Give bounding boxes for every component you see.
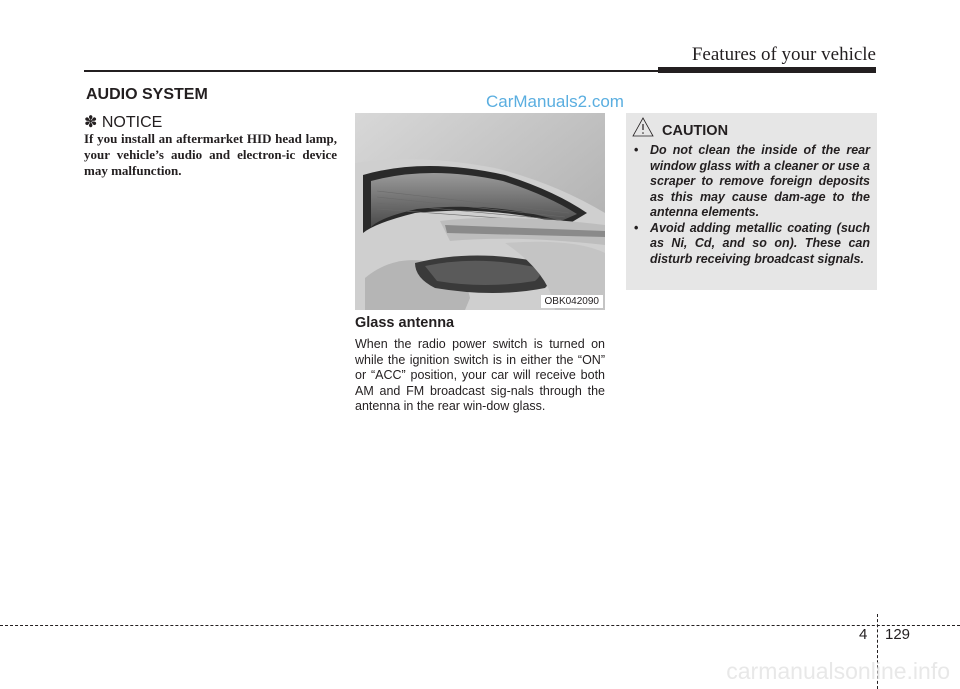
glass-antenna-body: When the radio power switch is turned on while the ignition switch is in either the “ON” or “ACC” position, your car will receive both AM and FM broadcast sig-nals through the antenna in the rear win-dow glass. — [355, 337, 605, 413]
warning-triangle-icon — [632, 117, 654, 137]
notice-body: If you install an aftermarket HID head lamp, your vehicle’s audio and electron-ic device may malfunction. — [84, 131, 337, 178]
glass-antenna-heading: Glass antenna — [355, 315, 455, 331]
watermark: CarManuals2.com — [486, 92, 624, 111]
chapter-number: 4 — [859, 626, 868, 643]
rear-window-photo — [355, 113, 605, 310]
caution-item: • Avoid adding metallic coating (such as Ni, Cd, and so on). These can disturb receiving broadcast signals. — [634, 221, 870, 268]
header-rule — [84, 70, 658, 72]
page-header-title: Features of your vehicle — [691, 44, 876, 65]
notice-heading: ✽ NOTICE — [84, 114, 163, 131]
caution-heading: CAUTION — [662, 123, 729, 139]
footer-rule — [0, 625, 960, 626]
rear-window-illustration — [355, 113, 605, 310]
header-rule-accent — [658, 67, 876, 73]
page-number: 129 — [885, 626, 911, 643]
caution-item: • Do not clean the inside of the rear window glass with a cleaner or use a scraper to remove foreign deposits as this may cause dam-age to the antenna elements. — [634, 143, 870, 221]
site-watermark: carmanualsonline.info — [726, 658, 950, 684]
figure-code: OBK042090 — [541, 295, 604, 308]
section-title: AUDIO SYSTEM — [86, 86, 208, 103]
caution-list — [634, 143, 870, 267]
